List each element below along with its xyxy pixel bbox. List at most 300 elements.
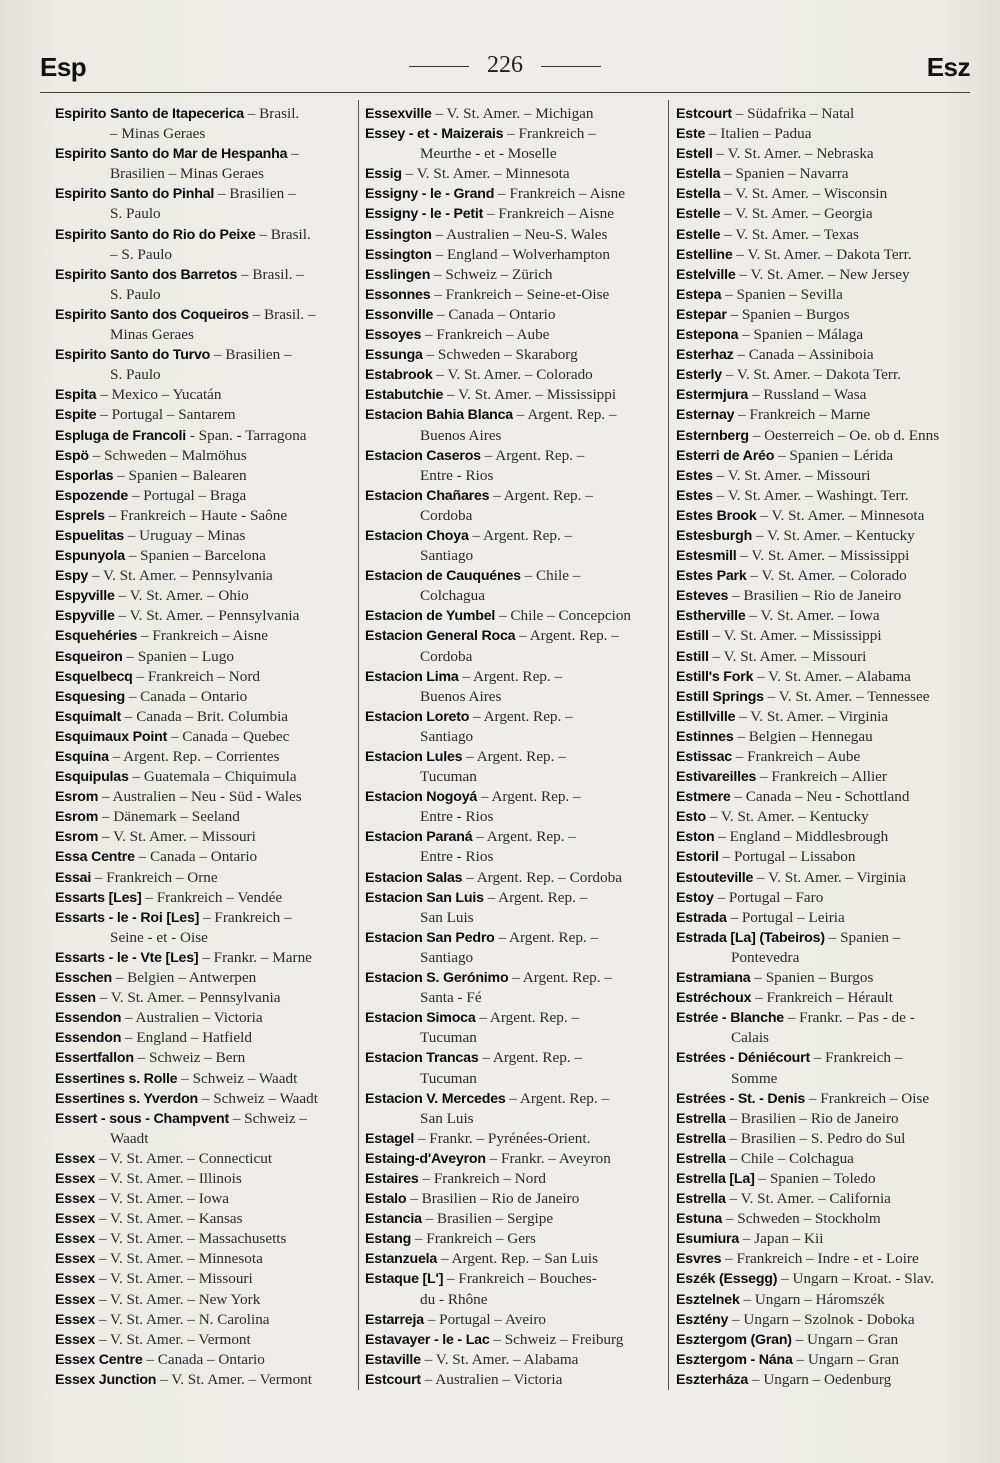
gazetteer-entry: [365, 1229, 667, 1249]
entry-location: – Schweden – Malmöhus: [88, 446, 247, 464]
entry-location: – Ungarn – Gran: [791, 1330, 899, 1348]
gazetteer-entry: [365, 667, 667, 707]
gazetteer-entry: [676, 144, 976, 164]
gazetteer-entry: [365, 104, 667, 124]
entry-location: – Frankreich – Vendée: [141, 888, 283, 906]
entry-headword: Estillville: [676, 708, 736, 725]
entry-continuation: San Luis: [420, 1109, 474, 1127]
gazetteer-entry: [365, 1008, 667, 1048]
gazetteer-entry: [365, 827, 667, 867]
gazetteer-entry: [55, 1249, 355, 1269]
entry-location: – V. St. Amer. – Vermont: [95, 1330, 251, 1348]
gazetteer-entry: [365, 365, 667, 385]
entry-location: – V. St. Amer. – New Jersey: [735, 265, 910, 283]
entry-location: – V. St. Amer. – Dakota Terr.: [721, 366, 901, 384]
entry-location: – Spanien – Toledo: [754, 1169, 876, 1187]
gazetteer-entry: [365, 285, 667, 305]
entry-headword: Essarts [Les]: [55, 889, 142, 906]
entry-location: – Portugal – Braga: [128, 486, 247, 504]
entry-headword: Estes Brook: [676, 507, 757, 524]
entry-headword: Esterhaz: [676, 347, 734, 364]
entry-location: – V. St. Amer. – Missouri: [708, 647, 867, 665]
entry-location: – Frankreich –: [809, 1049, 903, 1067]
entry-headword: Estissac: [676, 749, 732, 765]
entry-location: – Spanien – Navarra: [720, 165, 849, 183]
entry-headword: Estacion V. Mercedes: [365, 1090, 506, 1107]
entry-headword: Estelline: [676, 246, 733, 263]
gazetteer-entry: [55, 1109, 355, 1149]
entry-headword: Estalo: [365, 1191, 407, 1208]
entry-headword: Espita: [55, 387, 97, 404]
entry-location: – V. St. Amer. – Virginia: [753, 868, 907, 886]
gazetteer-entry: [55, 1350, 355, 1370]
entry-headword: Estmere: [676, 789, 731, 806]
entry-headword: Estes Park: [676, 568, 747, 585]
entry-location: – England – Hatfield: [121, 1029, 252, 1047]
gazetteer-entry: [55, 948, 355, 968]
entry-location: – Argent. Rep. –: [458, 667, 563, 685]
entry-location: – V. St. Amer. – Minnesota: [95, 1250, 263, 1268]
entry-headword: Estacion Caseros: [365, 447, 481, 464]
gazetteer-entry: [676, 405, 976, 425]
entry-location: – Spanien – Lugo: [122, 647, 234, 665]
entry-headword: Estherville: [676, 608, 746, 625]
entry-continuation: Entre - Rios: [420, 848, 494, 866]
entry-headword: Estacion de Cauquénes: [365, 568, 521, 585]
entry-headword: Esvres: [676, 1251, 722, 1268]
entry-location: – Canada – Quebec: [167, 727, 290, 745]
entry-location: – Brasilien – S. Pedro do Sul: [725, 1129, 906, 1147]
entry-continuation: – S. Paulo: [110, 245, 173, 263]
entry-location: – Spanien –: [824, 928, 901, 946]
entry-location: – Frankreich – Nord: [132, 667, 261, 685]
gazetteer-entry: [365, 928, 667, 968]
entry-continuation: du - Rhône: [420, 1290, 488, 1308]
gazetteer-entry: [676, 305, 976, 325]
entry-location: – V. St. Amer. – Illinois: [95, 1169, 242, 1187]
entry-location: – Spanien – Málaga: [738, 326, 864, 344]
entry-headword: Essa Centre: [55, 849, 135, 866]
entry-location: – Schweiz – Zürich: [430, 265, 553, 283]
entry-location: – V. St. Amer. – Kentucky: [752, 526, 915, 544]
gazetteer-entry: [676, 1269, 976, 1289]
gazetteer-entry: [676, 1089, 976, 1109]
entry-location: – Argent. Rep. –: [515, 627, 619, 645]
gazetteer-entry: [365, 868, 667, 888]
gazetteer-entry: [365, 345, 667, 365]
entry-continuation: Entre - Rios: [420, 808, 494, 826]
entry-headword: Estaque [L']: [365, 1271, 444, 1288]
gazetteer-entry: [55, 446, 355, 466]
entry-headword: Esquesing: [55, 688, 125, 705]
entry-location: – Brasil.: [255, 225, 311, 243]
gazetteer-entry: [365, 888, 667, 928]
entry-headword: Estacion General Roca: [365, 628, 516, 645]
gazetteer-entry: [55, 1169, 355, 1189]
entry-headword: Esternay: [676, 407, 735, 424]
entry-location: – Chile –: [520, 567, 581, 585]
gazetteer-entry: [55, 787, 355, 807]
gazetteer-entry: [676, 908, 976, 928]
entry-headword: Estuna: [676, 1211, 723, 1228]
entry-continuation: S. Paulo: [110, 285, 161, 303]
entry-headword: Essig: [365, 166, 402, 183]
gazetteer-entry: [676, 787, 976, 807]
gazetteer-entry: [676, 1370, 976, 1390]
entry-headword: Essarts - le - Vte [Les]: [55, 949, 199, 966]
entry-headword: Esztény: [676, 1311, 729, 1328]
entry-headword: Esrom: [55, 789, 99, 806]
entry-location: – Spanien – Sevilla: [721, 285, 843, 303]
entry-headword: Estepona: [676, 327, 739, 344]
entry-location: – Frankreich – Orne: [91, 868, 218, 886]
entry-location: – V. St. Amer. – New York: [95, 1290, 261, 1308]
entry-headword: Espuelitas: [55, 527, 124, 544]
gazetteer-entry: [365, 1350, 667, 1370]
entry-headword: Estacion San Luis: [365, 889, 484, 906]
gazetteer-entry: [55, 767, 355, 787]
entry-location: – Canada – Brit. Columbia: [121, 707, 289, 725]
entry-headword: Essex: [55, 1170, 96, 1187]
gazetteer-entry: [365, 747, 667, 787]
gazetteer-entry: [55, 405, 355, 425]
gazetteer-entry: [676, 124, 976, 144]
entry-location: – Schweiz – Waadt: [177, 1069, 298, 1087]
entry-continuation: Minas Geraes: [110, 326, 194, 344]
entry-location: – Frankreich – Gers: [411, 1230, 536, 1248]
gazetteer-entry: [365, 385, 667, 405]
entry-location: – Frankreich – Aisne: [137, 627, 268, 645]
gazetteer-entry: [676, 606, 976, 626]
gazetteer-entry: [676, 285, 976, 305]
entry-location: – Guatemala – Chiquimula: [128, 768, 297, 786]
entry-headword: Esquina: [55, 749, 109, 765]
entry-location: – Argent. Rep. –: [512, 406, 617, 424]
entry-location: – Spanien – Burgos: [750, 969, 874, 987]
entry-location: – Ungarn – Oedenburg: [748, 1370, 892, 1388]
entry-location: – Canada – Neu - Schottland: [730, 788, 910, 806]
entry-headword: Esternberg: [676, 427, 749, 444]
entry-location: – Chile – Concepcion: [495, 607, 632, 625]
gazetteer-entry: [676, 988, 976, 1008]
gazetteer-entry: [676, 104, 976, 124]
entry-headword: Espite: [55, 407, 97, 424]
entry-location: – Argent. Rep. – Corrientes: [108, 748, 280, 765]
gazetteer-entry: [55, 486, 355, 506]
entry-headword: Estrada [La] (Tabeiros): [676, 929, 825, 946]
gazetteer-entry: [676, 807, 976, 827]
gazetteer-entry: [365, 1129, 667, 1149]
entry-headword: Estrada: [676, 909, 727, 926]
entry-location: – Frankreich – Haute - Saône: [104, 506, 288, 524]
gazetteer-entry: [55, 526, 355, 546]
entry-headword: Esrom: [55, 829, 99, 846]
entry-location: – V. St. Amer. – Minnesota: [756, 506, 925, 524]
entry-location: – V. St. Amer. – Iowa: [95, 1190, 230, 1208]
entry-location: – Südafrika – Natal: [731, 105, 855, 122]
entry-headword: Essex: [55, 1251, 96, 1268]
gazetteer-entry: [365, 1249, 667, 1269]
entry-headword: Esquimalt: [55, 708, 121, 725]
entry-location: – V. St. Amer. – Georgia: [720, 205, 873, 223]
entry-continuation: San Luis: [420, 908, 474, 926]
entry-headword: Estrée - Blanche: [676, 1010, 784, 1027]
entry-headword: Estrella: [676, 1191, 726, 1208]
entry-headword: Estermjura: [676, 387, 749, 404]
gazetteer-entry: [676, 647, 976, 667]
entry-headword: Esteves: [676, 588, 729, 605]
entry-location: – Canada – Ontario: [124, 687, 248, 705]
gazetteer-entry: [365, 566, 667, 606]
entry-headword: Espirito Santo de Itapecerica: [55, 106, 244, 122]
entry-location: – Argent. Rep. –: [508, 969, 612, 987]
entry-location: – Portugal – Lissabon: [718, 848, 856, 866]
gazetteer-entry: [365, 124, 667, 164]
entry-location: – Argent. Rep. –: [480, 446, 585, 464]
gazetteer-entry: [676, 1008, 976, 1048]
entry-headword: Estes: [676, 487, 713, 504]
entry-headword: Estella: [676, 186, 721, 203]
entry-location: –: [287, 145, 299, 163]
entry-continuation: Buenos Aires: [420, 426, 502, 444]
gazetteer-entry: [365, 707, 667, 747]
entry-headword: Essington: [365, 246, 432, 263]
entry-continuation: Buenos Aires: [420, 687, 502, 705]
entry-headword: Espyville: [55, 588, 115, 605]
entry-location: – V. St. Amer. – Kentucky: [705, 808, 869, 826]
gazetteer-entry: [365, 787, 667, 827]
entry-location: – Canada – Ontario: [433, 305, 556, 323]
entry-headword: Estelle: [676, 206, 721, 223]
entry-headword: Espirito Santo do Mar de Hespanha: [55, 146, 288, 163]
entry-headword: Esterly: [676, 367, 722, 384]
gazetteer-entry: [55, 466, 355, 486]
gazetteer-entry: [365, 1089, 667, 1129]
entry-headword: Estes: [676, 467, 713, 484]
entry-location: – Frankreich –: [503, 125, 596, 143]
entry-headword: Estelville: [676, 266, 736, 283]
entry-headword: Estavayer - le - Lac: [365, 1331, 490, 1348]
entry-headword: Eszék (Essegg): [676, 1271, 778, 1288]
entry-location: – V. St. Amer. – Wisconsin: [720, 185, 888, 203]
entry-location: – Spanien – Balearen: [113, 466, 247, 484]
entry-headword: Esztergom - Nána: [676, 1351, 793, 1368]
entry-headword: Estill: [676, 628, 709, 645]
entry-location: – Russland – Wasa: [748, 386, 867, 404]
entry-headword: Estill: [676, 648, 709, 665]
entry-location: – Italien – Padua: [705, 125, 812, 143]
gazetteer-entry: [55, 1310, 355, 1330]
entry-location: – Brasilien – Rio de Janeiro: [725, 1109, 899, 1127]
gazetteer-entry: [55, 968, 355, 988]
column-divider-1: [358, 100, 359, 1390]
entry-location: – Schweden – Stockholm: [722, 1210, 881, 1228]
entry-headword: Eston: [676, 829, 715, 846]
entry-headword: Esquipulas: [55, 769, 129, 786]
entry-location: – V. St. Amer. – Virginia: [735, 707, 889, 725]
entry-location: – Canada – Assiniboia: [733, 346, 874, 364]
entry-location: – V. St. Amer. – Texas: [720, 225, 859, 243]
entry-location: – V. St. Amer. – Nebraska: [712, 145, 874, 163]
entry-headword: Estancia: [365, 1211, 422, 1228]
entry-location: – Spanien – Lérida: [774, 446, 894, 464]
entry-headword: Esporlas: [55, 467, 114, 484]
entry-headword: Eszterháza: [676, 1371, 749, 1388]
entry-location: – Frankreich – Hérault: [751, 989, 893, 1007]
gazetteer-entry: [676, 767, 976, 787]
gazetteer-entry: [55, 305, 355, 345]
gazetteer-entry: [365, 325, 667, 345]
gazetteer-entry: [676, 928, 976, 968]
entry-headword: Essert - sous - Champvent: [55, 1110, 229, 1127]
gazetteer-entry: [676, 385, 976, 405]
entry-location: – Argent. Rep. –: [477, 788, 581, 806]
entry-location: – Frankreich – Marne: [734, 406, 871, 424]
entry-location: – Brasil. –: [237, 265, 304, 283]
entry-location: – V. St. Amer. – Colorado: [432, 366, 593, 384]
gazetteer-entry: [676, 1209, 976, 1229]
entry-headword: Espyville: [55, 608, 115, 625]
gazetteer-entry: [676, 265, 976, 285]
gazetteer-entry: [365, 245, 667, 265]
entry-location: – V. St. Amer. – Missouri: [95, 1270, 253, 1288]
entry-headword: Estarreja: [365, 1311, 424, 1328]
entry-location: – Argent. Rep. – Cordoba: [462, 868, 622, 886]
entry-continuation: Tucuman: [420, 1069, 477, 1087]
entry-continuation: – Minas Geraes: [110, 125, 206, 143]
entry-location: – Argent. Rep. –: [469, 707, 573, 725]
entry-location: – V. St. Amer. – Mississippi: [443, 386, 617, 404]
entry-headword: Estacion Chañares: [365, 487, 490, 504]
entry-continuation: S. Paulo: [110, 205, 161, 223]
entry-location: – V. St. Amer. – Mississippi: [708, 627, 882, 645]
entry-continuation: Santiago: [420, 727, 474, 745]
entry-location: – Frankreich – Nord: [418, 1169, 546, 1187]
gazetteer-entry: [55, 426, 355, 446]
gazetteer-entry: [676, 727, 976, 747]
gazetteer-entry: [676, 1109, 976, 1129]
entry-headword: Estacion S. Gerónimo: [365, 970, 509, 987]
entry-headword: Essex: [55, 1291, 96, 1308]
gazetteer-entry: [55, 1209, 355, 1229]
entry-location: – Brasilien – Rio de Janeiro: [406, 1190, 580, 1208]
entry-location: – Uruguay – Minas: [123, 526, 246, 544]
gazetteer-entry: [676, 827, 976, 847]
entry-headword: Estagel: [365, 1130, 415, 1147]
gazetteer-entry: [365, 405, 667, 445]
entry-continuation: Tucuman: [420, 768, 477, 786]
gazetteer-entry: [676, 184, 976, 204]
entry-location: – Australien – Neu-S. Wales: [431, 225, 608, 243]
entry-headword: Esrom: [55, 809, 99, 826]
entry-headword: Estoril: [676, 849, 719, 866]
entry-location: – V. St. Amer. – Massachusetts: [95, 1230, 287, 1248]
entry-headword: Estoy: [676, 889, 714, 906]
entry-location: – Spanien – Burgos: [726, 305, 850, 323]
gazetteer-entry: [676, 466, 976, 486]
entry-location: – V. St. Amer. – Missouri: [712, 466, 871, 484]
entry-location: – Argent. Rep. –: [468, 526, 573, 544]
entry-continuation: S. Paulo: [110, 366, 161, 384]
entry-location: – Schweden – Skaraborg: [422, 346, 578, 364]
entry-headword: Essonnes: [365, 286, 431, 303]
gazetteer-entry: [676, 687, 976, 707]
entry-headword: Essex: [55, 1231, 96, 1248]
entry-location: – Schweiz –: [228, 1109, 307, 1127]
entry-headword: Esprels: [55, 507, 105, 524]
entry-location: – V. St. Amer. – Alabama: [753, 667, 911, 685]
gazetteer-entry: [365, 305, 667, 325]
entry-headword: Estréchoux: [676, 990, 752, 1007]
gazetteer-entry: [55, 888, 355, 908]
entry-headword: Estramiana: [676, 970, 751, 987]
entry-location: – Frankr. – Marne: [198, 948, 312, 966]
page-number: 226: [487, 52, 523, 78]
entry-headword: Esquimaux Point: [55, 728, 168, 745]
gazetteer-entry: [55, 626, 355, 646]
entry-location: – Frankreich – Aisne: [494, 185, 626, 203]
entry-headword: Estill Springs: [676, 688, 764, 705]
entry-headword: Espy: [55, 568, 89, 585]
entry-location: – Oesterreich – Oe. ob d. Enns: [748, 426, 940, 444]
entry-headword: Essigny - le - Petit: [365, 206, 484, 223]
gazetteer-entry: [55, 1008, 355, 1028]
gazetteer-entry: [55, 144, 355, 184]
entry-headword: Esto: [676, 809, 706, 826]
entry-headword: Estaing-d'Aveyron: [365, 1150, 486, 1167]
gazetteer-entry: [676, 1310, 976, 1330]
entry-headword: Espirito Santo do Rio do Peixe: [55, 226, 256, 243]
gazetteer-entry: [676, 1229, 976, 1249]
gazetteer-entry: [365, 164, 667, 184]
entry-location: – Belgien – Antwerpen: [111, 969, 257, 987]
entry-location: – Brasil. –: [248, 305, 316, 323]
entry-continuation: Seine - et - Oise: [110, 928, 208, 946]
entry-location: – V. St. Amer. – Minnesota: [401, 165, 570, 183]
entry-location: – Australien – Victoria: [121, 1009, 263, 1027]
entry-location: – V. St. Amer. – Pennsylvania: [88, 567, 273, 585]
entry-headword: Espirito Santo dos Coqueiros: [55, 306, 249, 323]
gazetteer-entry: [55, 1028, 355, 1048]
gazetteer-entry: [55, 807, 355, 827]
gazetteer-entry: [676, 245, 976, 265]
gazetteer-entry: [55, 104, 355, 144]
entry-location: – Mexico – Yucatán: [96, 386, 222, 404]
entry-headword: Estesmill: [676, 548, 737, 565]
gazetteer-entry: [676, 365, 976, 385]
gazetteer-entry: [55, 385, 355, 405]
entry-location: – V. St. Amer. – Connecticut: [95, 1149, 273, 1167]
entry-headword: Estrées - Déniécourt: [676, 1050, 810, 1067]
gazetteer-entry: [55, 506, 355, 526]
entry-headword: Esquelbecq: [55, 668, 133, 685]
gazetteer-entry: [55, 1290, 355, 1310]
entry-location: – V. St. Amer. – Pennsylvania: [114, 607, 300, 625]
entry-continuation: Calais: [731, 1029, 769, 1047]
entry-headword: Estcourt: [365, 1371, 421, 1388]
entry-location: – Dänemark – Seeland: [98, 808, 240, 826]
entry-headword: Essoyes: [365, 327, 422, 344]
entry-headword: Essai: [55, 869, 92, 886]
gazetteer-entry: [365, 526, 667, 566]
entry-location: – Spanien – Barcelona: [124, 547, 266, 565]
gazetteer-entry: [676, 707, 976, 727]
gazetteer-entry: [365, 184, 667, 204]
gazetteer-entry: [365, 626, 667, 666]
gazetteer-entry: [365, 1209, 667, 1229]
entry-headword: Esterri de Aréo: [676, 447, 775, 464]
gazetteer-entry: [55, 606, 355, 626]
